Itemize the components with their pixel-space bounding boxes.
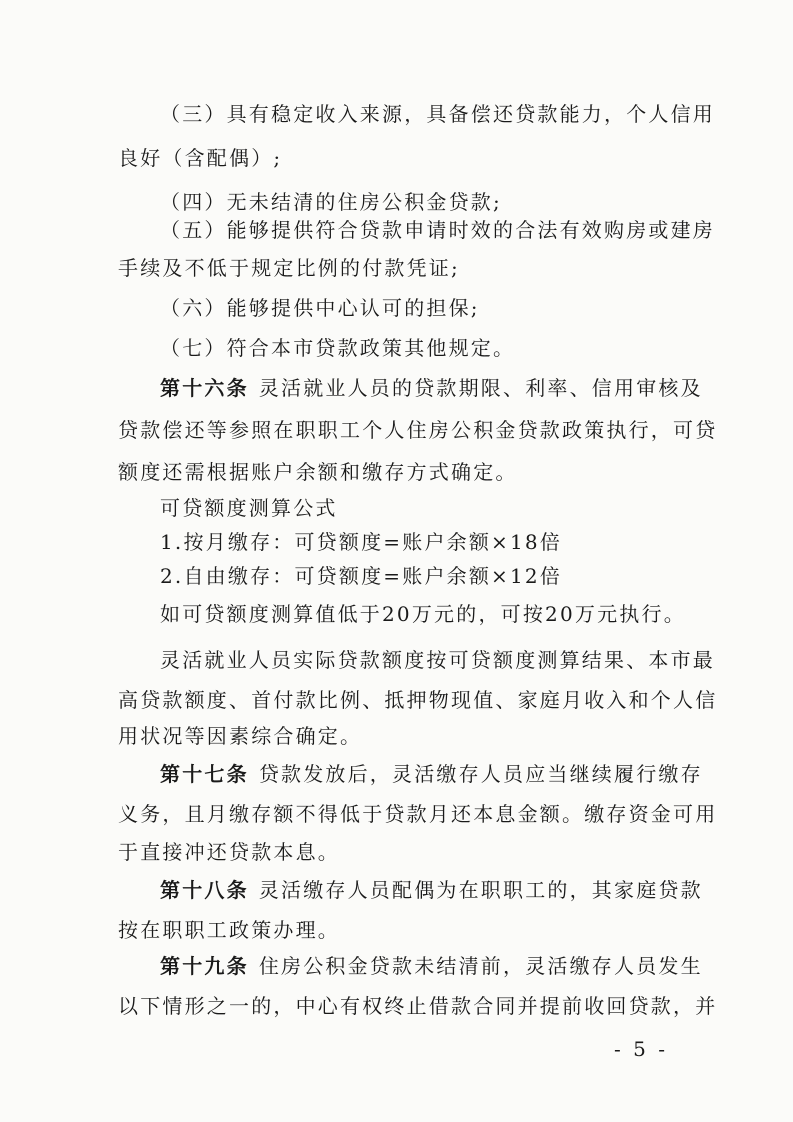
minimum-amount-note: 如可贷额度测算值低于20万元的，可按20万元执行。: [160, 602, 686, 626]
article-17-line-3: 于直接冲还贷款本息。: [118, 840, 340, 864]
article-17-heading: 第十七条: [160, 762, 249, 786]
article-16-line-3: 额度还需根据账户余额和缴存方式确定。: [118, 460, 518, 484]
article-16-line-2: 贷款偿还等参照在职职工个人住房公积金贷款政策执行，可贷: [118, 418, 718, 442]
clause-7: （七）符合本市贷款政策其他规定。: [160, 336, 516, 360]
article-18-line-1: [160, 872, 720, 908]
article-16-text: 灵活就业人员的贷款期限、利率、信用审核及: [258, 376, 703, 400]
article-17-line-2: 义务，且月缴存额不得低于贷款月还本息金额。缴存资金可用: [118, 802, 718, 826]
article-18-heading: 第十八条: [160, 878, 249, 902]
clause-5-line-1: （五）能够提供符合贷款申请时效的合法有效购房或建房: [160, 218, 715, 242]
clause-4: （四）无未结清的住房公积金贷款;: [160, 190, 502, 214]
article-16-line-1: [160, 370, 720, 406]
article-19-line-2: 以下情形之一的，中心有权终止借款合同并提前收回贷款，并: [118, 994, 718, 1018]
article-19-heading: 第十九条: [160, 954, 249, 978]
actual-amount-line-3: 用状况等因素综合确定。: [118, 724, 363, 748]
article-16-heading: 第十六条: [160, 376, 249, 400]
formula-free: 2.自由缴存：可贷额度=账户余额×12倍: [160, 564, 563, 588]
article-18-line-2: 按在职职工政策办理。: [118, 918, 340, 942]
clause-3-line-2: 良好（含配偶）;: [118, 146, 283, 170]
article-17-text: 贷款发放后，灵活缴存人员应当继续履行缴存: [258, 762, 703, 786]
article-19-text: 住房公积金贷款未结清前，灵活缴存人员发生: [258, 954, 703, 978]
article-17-line-1: [160, 756, 720, 792]
formula-monthly: 1.按月缴存：可贷额度=账户余额×18倍: [160, 530, 563, 554]
actual-amount-line-1: 灵活就业人员实际贷款额度按可贷额度测算结果、本市最: [160, 648, 715, 672]
clause-3-line-1: （三）具有稳定收入来源，具备偿还贷款能力，个人信用: [160, 102, 715, 126]
page-number: - 5 -: [614, 1037, 668, 1061]
actual-amount-line-2: 高贷款额度、首付款比例、抵押物现值、家庭月收入和个人信: [118, 688, 718, 712]
article-19-line-1: [160, 948, 720, 984]
article-18-text: 灵活缴存人员配偶为在职职工的，其家庭贷款: [258, 878, 703, 902]
clause-5-line-2: 手续及不低于规定比例的付款凭证;: [118, 256, 460, 280]
formula-title: 可贷额度测算公式: [160, 496, 338, 520]
clause-6: （六）能够提供中心认可的担保;: [160, 296, 480, 320]
